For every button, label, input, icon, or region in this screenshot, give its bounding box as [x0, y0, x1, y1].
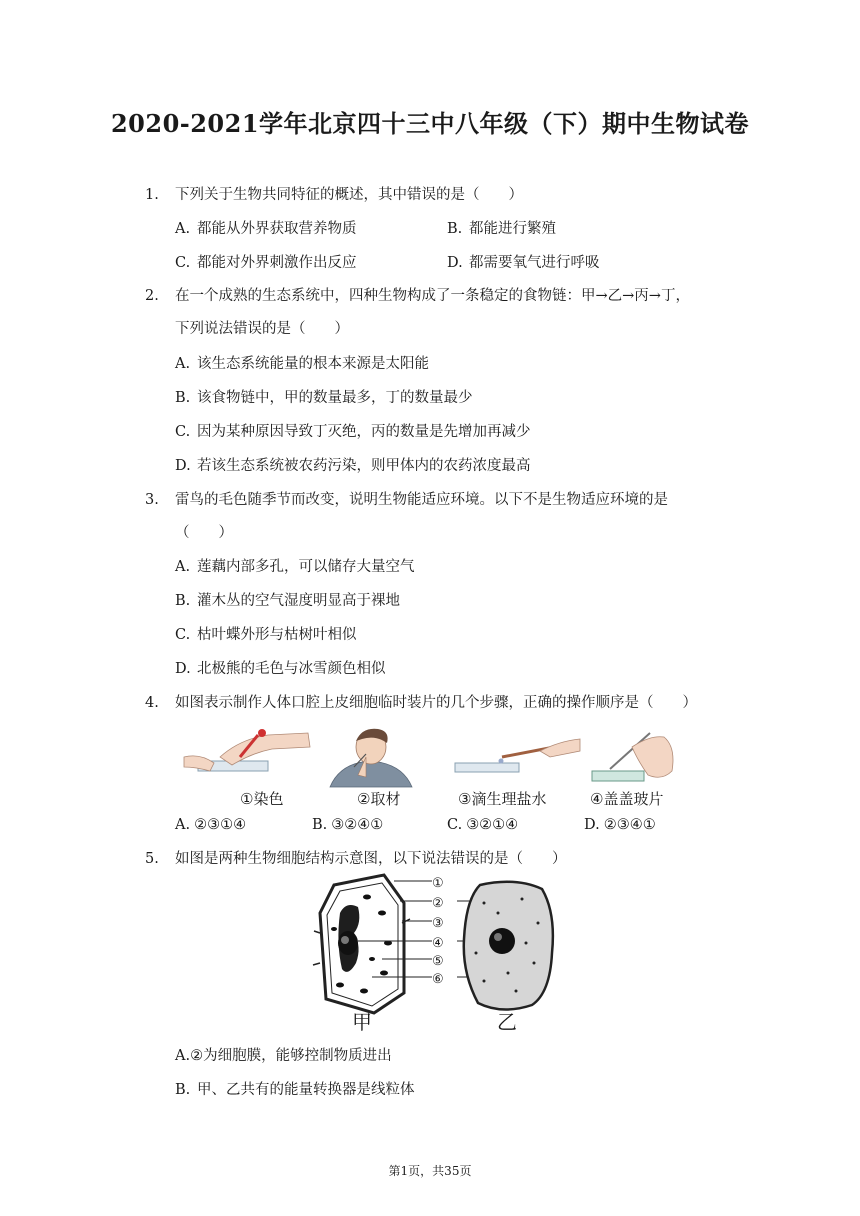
option-c — [175, 625, 357, 645]
option-letter: B. — [175, 593, 191, 609]
option-letter: C. — [447, 817, 463, 833]
option-text: 若该生态系统被农药污染，则甲体内的农药浓度最高 — [197, 458, 531, 474]
option-d — [447, 253, 600, 273]
option-text: 都能从外界获取营养物质 — [197, 221, 357, 237]
question-number: 2. — [145, 288, 159, 304]
option-d — [175, 456, 531, 476]
saline-illustration — [455, 739, 580, 772]
option-text: 该食物链中，甲的数量最多，丁的数量最少 — [197, 390, 473, 406]
option-letter: B. — [447, 221, 463, 237]
question-stem: 雷鸟的毛色随季节而改变，说明生物能适应环境。以下不是生物适应环境的是 — [175, 492, 668, 508]
question-stem: 如图是两种生物细胞结构示意图，以下说法错误的是（ ） — [175, 851, 567, 867]
option-d — [584, 815, 656, 835]
figure-label: ④盖盖玻片 — [590, 790, 664, 808]
page-footer: 第1页，共35页 — [388, 1164, 472, 1178]
question-number: 3. — [145, 492, 159, 508]
structure-label-5: ⑤ — [432, 954, 444, 969]
coverslip-illustration — [592, 733, 673, 781]
structure-label-6: ⑥ — [432, 972, 444, 987]
option-c — [175, 253, 357, 273]
question-stem: 下列关于生物共同特征的概述，其中错误的是（ ） — [175, 187, 523, 203]
option-letter: A. — [175, 1048, 191, 1064]
structure-label-2: ② — [432, 896, 444, 911]
option-c — [175, 422, 531, 442]
sampling-illustration — [330, 729, 412, 787]
option-b — [175, 388, 473, 408]
option-letter: A. — [175, 559, 191, 575]
option-text: 该生态系统能量的根本来源是太阳能 — [197, 356, 429, 372]
option-b — [175, 1080, 415, 1100]
structure-label-4: ④ — [432, 936, 444, 951]
option-letter: D. — [584, 817, 600, 833]
option-text: 灌木丛的空气湿度明显高于裸地 — [197, 593, 400, 609]
option-text: 北极熊的毛色与冰雪颜色相似 — [197, 661, 386, 677]
option-letter: A. — [175, 817, 191, 833]
option-b — [312, 815, 383, 835]
question-number: 5. — [145, 851, 159, 867]
option-a — [175, 219, 357, 239]
plant-cell — [313, 875, 410, 1013]
option-letter: B. — [175, 1082, 191, 1098]
option-text: ②③④① — [603, 817, 656, 833]
question-stem: 如图表示制作人体口腔上皮细胞临时装片的几个步骤，正确的操作顺序是（ ） — [175, 695, 697, 711]
question-stem-cont: 下列说法错误的是（ ） — [175, 321, 349, 337]
option-b — [175, 591, 400, 611]
option-letter: C. — [175, 424, 191, 440]
option-c — [447, 815, 518, 835]
option-letter: C. — [175, 627, 191, 643]
option-letter: C. — [175, 255, 191, 271]
option-letter: A. — [175, 221, 191, 237]
figure-label: ③滴生理盐水 — [458, 790, 547, 808]
option-a — [175, 354, 429, 374]
question-number: 4. — [145, 695, 159, 711]
option-text: 莲藕内部多孔，可以储存大量空气 — [197, 559, 415, 575]
option-letter: B. — [312, 817, 328, 833]
option-text: 都能对外界刺激作出反应 — [197, 255, 357, 271]
option-text: 甲、乙共有的能量转换器是线粒体 — [197, 1082, 415, 1098]
option-text: 枯叶蝶外形与枯树叶相似 — [197, 627, 357, 643]
option-letter: D. — [175, 661, 191, 677]
option-d — [175, 659, 386, 679]
option-text: ②③①④ — [194, 817, 247, 833]
structure-label-1: ① — [432, 876, 444, 891]
figure-label: ①染色 — [240, 790, 284, 808]
question-stem: 在一个成熟的生态系统中，四种生物构成了一条稳定的食物链：甲→乙→丙→丁， — [175, 288, 690, 304]
structure-label-3: ③ — [432, 916, 444, 931]
figure-label: ②取材 — [357, 790, 401, 808]
cell-label-jia: 甲 — [352, 1010, 372, 1034]
option-letter: A. — [175, 356, 191, 372]
option-a — [175, 815, 246, 835]
option-text: ②为细胞膜，能够控制物质进出 — [190, 1048, 392, 1064]
option-text: ③②④① — [331, 817, 384, 833]
staining-illustration — [184, 729, 310, 771]
option-a — [175, 557, 415, 577]
option-text: 因为某种原因导致丁灭绝，丙的数量是先增加再减少 — [197, 424, 531, 440]
option-letter: B. — [175, 390, 191, 406]
option-letter: D. — [175, 458, 191, 474]
option-text: 都能进行繁殖 — [469, 221, 556, 237]
option-letter: D. — [447, 255, 463, 271]
cell-label-yi: 乙 — [497, 1010, 517, 1034]
question-number: 1. — [145, 187, 159, 203]
option-text: 都需要氧气进行呼吸 — [469, 255, 600, 271]
option-b — [447, 219, 556, 239]
animal-cell — [464, 882, 553, 1010]
question-stem-cont: （ ） — [175, 525, 233, 541]
option-text: ③②①④ — [466, 817, 519, 833]
page-title: 2020-2021学年北京四十三中八年级（下）期中生物试卷 — [110, 109, 750, 138]
option-a — [175, 1046, 392, 1066]
